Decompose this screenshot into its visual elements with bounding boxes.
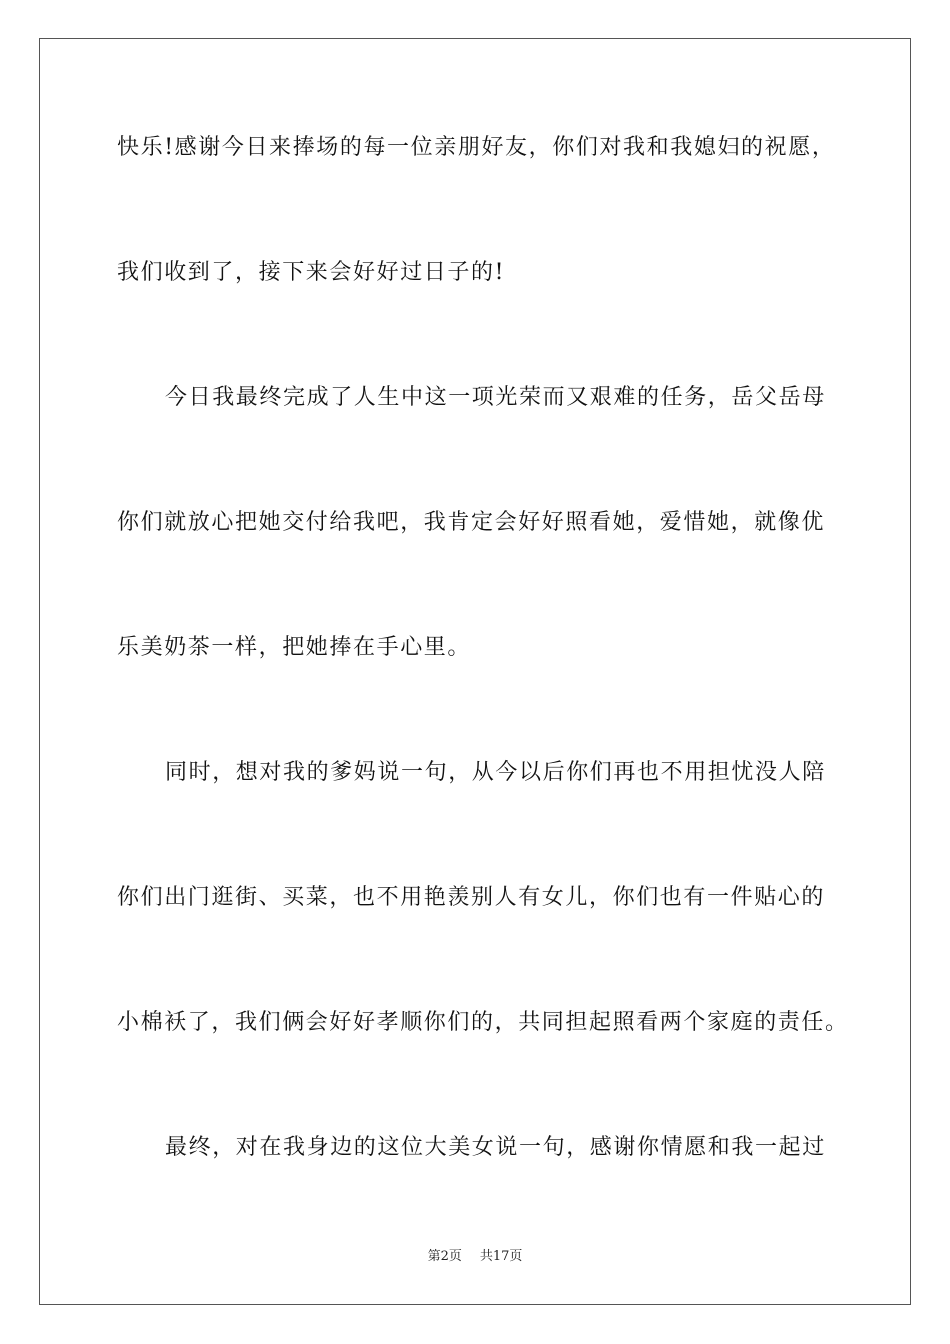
text-line: 我们收到了，接下来会好好过日子的! (117, 260, 506, 285)
text-line: 快乐!感谢今日来捧场的每一位亲朋好友，你们对我和我媳妇的祝愿， (117, 135, 836, 160)
paragraph-start-line: 最终，对在我身边的这位大美女说一句，感谢你情愿和我一起过 (165, 1135, 826, 1160)
page-footer (0, 1248, 950, 1266)
page-border (39, 38, 911, 1305)
paragraph-start-line: 同时，想对我的爹妈说一句，从今以后你们再也不用担忧没人陪 (165, 760, 826, 785)
text-line: 你们就放心把她交付给我吧，我肯定会好好照看她，爱惜她，就像优 (117, 510, 826, 535)
text-line: 小棉袄了，我们俩会好好孝顺你们的，共同担起照看两个家庭的责任。 (117, 1010, 849, 1035)
paragraph-start-line: 今日我最终完成了人生中这一项光荣而又艰难的任务，岳父岳母 (165, 385, 826, 410)
text-line: 你们出门逛街、买菜，也不用艳羡别人有女儿，你们也有一件贴心的 (117, 885, 826, 910)
total-pages: 共17页 (479, 1249, 523, 1264)
page-number: 第2页 (427, 1249, 462, 1264)
text-line: 乐美奶茶一样，把她捧在手心里。 (117, 635, 472, 660)
